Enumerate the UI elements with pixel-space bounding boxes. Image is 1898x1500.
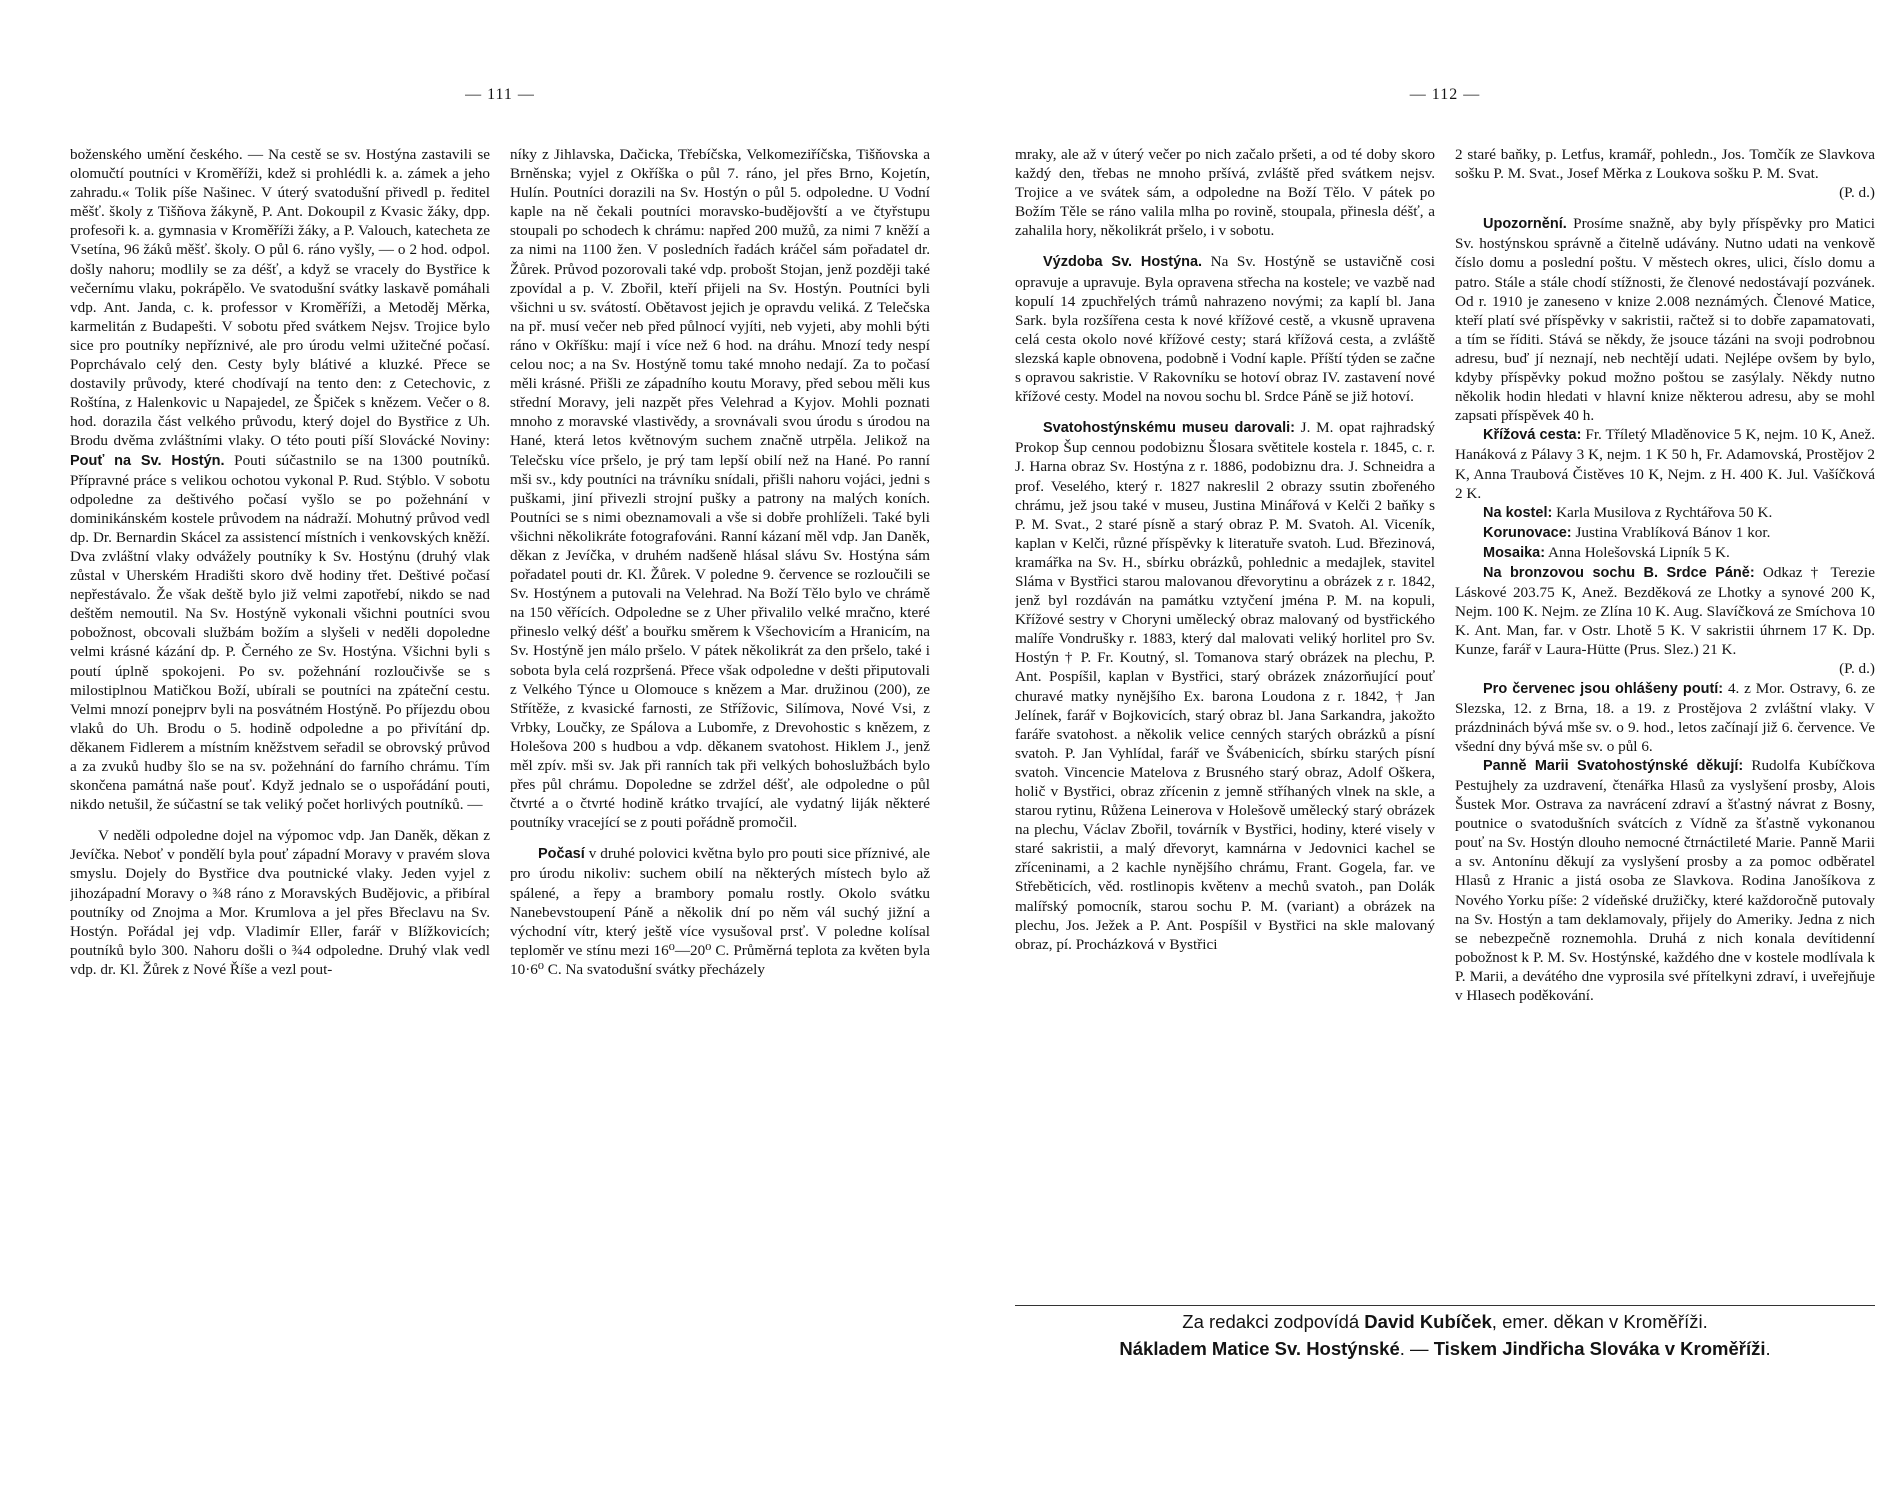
paragraph bbox=[510, 145, 930, 832]
paragraph-heading: Pouť na Sv. Hostýn. bbox=[70, 452, 225, 469]
right-page bbox=[1015, 0, 1875, 1500]
imprint-divider bbox=[1015, 1305, 1875, 1306]
paragraph-heading: Počasí bbox=[538, 846, 585, 863]
page-number: — 111 — bbox=[465, 86, 535, 103]
paragraph bbox=[1455, 523, 1875, 543]
paragraph-text: 4. z Mor. Ostravy, 6. ze Slezska, 12. z Brna, 18. a 19. z Prostějova 2 zvláštní vlaky. V prázdninách bývá mše sv. o 9. hod., letos začínají již 6. července. Ve všední dny bývá mše sv. o půl 6. bbox=[1455, 679, 1875, 755]
column-2 bbox=[1455, 145, 1875, 1295]
paragraph bbox=[1455, 679, 1875, 756]
editor-name: David Kubíček bbox=[1364, 1311, 1492, 1332]
publisher-name: Nákladem Matice Sv. Hostýnské bbox=[1119, 1338, 1400, 1359]
continuation-mark: (P. d.) bbox=[1839, 660, 1875, 678]
imprint-line bbox=[1015, 1308, 1875, 1335]
paragraph bbox=[1455, 503, 1875, 523]
paragraph-text: mraky, ale až v úterý večer po nich začalo pršeti, a od té doby skoro každý den, třebas ne mnoho pršívá, zvláště před svátkem nejsv. Trojice a ve svátek sám, a odpoledne na Boží Tělo. V pátek po Božím Těle se ráno valila mlha po rovině, stoupala, přinesla déšť, a zahalila hory, několikrát pršelo, i v sobotu. bbox=[1015, 146, 1435, 240]
column-1 bbox=[1015, 145, 1435, 1295]
imprint-text: , emer. děkan v Kroměříži. bbox=[1491, 1311, 1708, 1332]
paragraph-text: v druhé polovici května bylo pro pouti sice příznivé, ale pro úrodu nikoliv: suchem obilí na některých místech bylo až spálené, a řepy a brambory pomalu rostly. Okolo svátku Nanebevstoupení Páně a několik dní po něm vál suchý jižní a východní vítr, který ještě více vysušoval prsť. V poledne kolísal teploměr ve stínu mezi 16⁰—20⁰ C. Průměrná teplota za květen byla 10·6⁰ C. Na svatodušní svátky přecházely bbox=[510, 845, 930, 978]
imprint-text: Za redakci zodpovídá bbox=[1182, 1311, 1365, 1332]
paragraph-text: Prosíme snažně, aby byly příspěvky pro Matici Sv. hostýnskou správně a čitelně udávány. Nutno udati na venkově číslo domu a poslední poštu. V městech okres, ulici, číslo domu a patro. Stále a stále chodí stížnosti, že členové nedostávají pozvánek. Od r. 1910 je zaneseno v knize 2.008 neznámých. Členové Matice, kteří platí své příspěvky v sakristii, račtež si to dobře zapamatovati, a tím se říditi. Stává se někdy, že jsouce tázáni na svoji podrobnou adresu, buď jí neznají, neb nechtějí udati. Nejlépe ovšem by bylo, kdyby příspěvky pokud možno poštou se zasýlaly. Někdy nutno několik hodin hledati v hlavní knize některou adresu, aby se mohl zapsati příspěvek 40 h. bbox=[1455, 215, 1875, 425]
paragraph bbox=[70, 145, 490, 814]
paragraph-text: Pouti súčastnilo se na 1300 poutníků. Přípravné práce s velikou ochotou vykonal P. Rud. Stýblo. V sobotu odpoledne za deštivého počasí vyšlo se po požehnání v dominikánském kostele průvodem na nádraží. Mohutný průvod vedl dp. Dr. Bernardin Skácel za assistencí místních i venkovských kněží. Dva zvláštní vlaky odvážely poutníky k Sv. Hostýnu (druhý vlak zůstal v Uherském Hradišti skoro dvě hodiny třet. Deštivé počasí nepřestávalo. Že však deště bylo již velmi zapotřebí, nikdo se nad deštěm nemoutil. Na Sv. Hostýně vykonali všichni poutníci svou pobožnost, obcovali službám božím a slyšeli v neděli dopoledne velmi krásné kázání dp. P. Černého ze Sv. Hostýna. Všichni byli s poutí úplně spokojeni. Po sv. požehnání rozloučivše se s milostiplnou Matičkou Boží, ubírali se poutníci na zpáteční cestu. Velmi mnozí ponejprv byli na posvátném Hostýně. Po příjezdu obou vlaků do Uh. Brodu o 5. hodině odpoledne a po přivítání dp. děkanem Fidlerem a místním kněžstvem seřadil se obrovský průvod a za zvuků hudby šlo se na sv. požehnání do farního chrámu. Tím skončena památná naše pouť. Když jednalo se o uspořádání pouti, nikdo netušil, že súčastní se tak veliký počet horlivých poutníků. — bbox=[70, 451, 490, 814]
paragraph-text: boženského umění českého. — Na cestě se sv. Hostýna zastavili se olomučtí poutníci v Kroměříži, kdež si prohlédli k. a. zámek a jeho zahradu.« Tolik píše Našinec. V úterý svatodušní přivedl p. ředitel měšť. školy z Tišňova žákyně, P. Ant. Dokoupil z Kvasic žáky, dpp. profesoři k. a. gymnasia v Kroměříži žáky, a P. Valouch, katecheta ze Vsetína, 96 žáků měšť. školy. O půl 6. ráno vyšly, — o 2 hod. odpol. došly nahoru; modlily se za déšť, a když se vracely do Bystřice k večernímu vlaku, pokrápělo. Ve svatodušní svátky laskavě pomáhali vdp. Ant. Janda, c. k. professor v Kroměříži, a Metoděj Měrka, karmelitán z Budapešti. V sobotu před svátkem Nejsv. Trojice bylo sice pro poutníky nepříznivé, ale pro úrodu velmi užitečné počasí. Poprchávalo celý den. Cesty byly blátivé a kluzké. Přece se dostavily průvody, které chodívají na tento den: z Cetechovic, z Roštína, z Halenkovic u Napajedel, ze Špiček s knězem. Večer o 8. hod. dorazila část velkého průvodu, který dojel do Bystřice z Uh. Brodu dvěma zvláštními vlaky. O této pouti píší Slovácké Noviny: bbox=[70, 146, 490, 450]
column-2 bbox=[510, 145, 930, 1435]
paragraph-heading: Pro červenec jsou ohlášeny poutí: bbox=[1483, 680, 1724, 697]
paragraph-text: Karla Musilova z Rychtářova 50 K. bbox=[1552, 503, 1773, 521]
paragraph bbox=[1455, 425, 1875, 502]
paragraph-text: Na Sv. Hostýně se ustavičně cosi opravuje a upravuje. Byla opravena střecha na kostele; ve vazbě nad kopulí 14 zpuchřelých trámů nahrazeno novými; za kaplí bl. Jana Sark. byla rozšířena cesta k nové křížové cestě, a vkusně upravena celá cesta okolo nové křížové cesty; stará křížová cesta, a zvláště slezská kaple obnovena, podobně i Vodní kaple. Příští týden se začne s opravou sakristie. V Rakovníku se hotoví obraz IV. zastavení nové křížové cesty. Model na novou sochu bl. Srdce Páně se již hotoví. bbox=[1015, 253, 1435, 406]
paragraph-text: Rudolfa Kubíčkova Pestujhely za uzdravení, čtenářka Hlasů za vyslyšení prosby, Alois Šustek Mor. Ostrava za navrácení zdraví a šťastný návrat z Bosny, poutnice o svatodušních svátcích z Vídně za šťastně vykonanou pouť na Sv. Hostýn dlouho nemocné čtrnáctileté Marie. Panně Marii a sv. Antonínu děkují za vyslyšení prosby a za pomoc odběratel Hlasů z Hranic a jistá osoba ze Slavkova. Rodina Janošíkova z Nového Yorku píše: 2 vídeňské družičky, které každoročně putovaly na Sv. Hostýn a tam deklamovaly, přijely do Ameriky. Jedna z nich se nebezpečně roznemohla. Druhá z nich konala devítidenní pobožnost k P. M. Sv. Hostýnské, každého dne v kostele modlívala k P. Marii, a devátého dne vyprosila své přítelkyni zdraví, i uveřejňuje v Hlasech poděkování. bbox=[1455, 756, 1875, 1005]
paragraph-text: 2 staré baňky, p. Letfus, kramář, pohledn., Jos. Tomčík ze Slavkova sošku P. M. Svat., Josef Měrka z Loukova sošku P. M. Svat. bbox=[1455, 146, 1875, 183]
paragraph-heading: Křížová cesta: bbox=[1483, 427, 1582, 444]
column-1 bbox=[70, 145, 490, 1435]
imprint-text: . bbox=[1765, 1338, 1771, 1359]
paragraph bbox=[1455, 563, 1875, 679]
text-columns bbox=[70, 145, 930, 1435]
paragraph-heading: Na bronzovou sochu B. Srdce Páně: bbox=[1483, 564, 1755, 581]
continuation-mark: (P. d.) bbox=[1839, 184, 1875, 202]
paragraph-heading: Korunovace: bbox=[1483, 524, 1572, 541]
paragraph bbox=[70, 826, 490, 979]
paragraph-text: Fr. Tříletý Mladěnovice 5 K, nejm. 10 K, Anež. Hanáková z Pálavy 3 K, nejm. 1 K 50 h, Fr. Adamovská, Prostějov 2 K, Anna Traubová Čistěves 10 K, Nejm. z H. 400 K. Jul. Vašíčková 2 K. bbox=[1455, 426, 1875, 502]
paragraph bbox=[510, 844, 930, 979]
paragraph bbox=[1455, 756, 1875, 1005]
paragraph bbox=[1015, 418, 1435, 954]
paragraph bbox=[1455, 145, 1875, 202]
left-page bbox=[70, 0, 930, 1500]
printer-name: Tiskem Jindřicha Slováka v Kroměříži bbox=[1433, 1338, 1766, 1359]
paragraph-heading: Na kostel: bbox=[1483, 504, 1553, 521]
paragraph bbox=[1015, 145, 1435, 240]
imprint bbox=[1015, 1308, 1875, 1362]
paragraph-text: Odkaz † Terezie Láskové 203.75 K, Anež. Bezděková ze Lhotky a synové 200 K, Nejm. 100 K. Nejm. ze Zlína 10 K. Aug. Slavíčková ze Smíchova 10 K. Ant. Man, far. v Ostr. Lhotě 5 K. V sakristii úhrnem 17 K. Dp. Kunze, farář v Laura-Hütte (Prus. Slez.) 21 K. bbox=[1455, 563, 1875, 659]
paragraph-text: V neděli odpoledne dojel na výpomoc vdp. Jan Daněk, děkan z Jevíčka. Neboť v pondělí byla pouť západní Moravy v pravém slova smyslu. Dojely do Bystřice dva poutnické vlaky. Jeden vyjel z jihozápadní Moravy o ¾8 ráno z Moravských Budějovic, a přibíral poutníky od Znojma a Mor. Krumlova a jel přes Břeclavu na Sv. Hostýn. Pořádal jej vdp. Vladimír Eller, farář v Blížkovicích; poutníků bylo 300. Nahoru došli o ¾4 odpoledne. Druhý vlak vedl vdp. dr. Kl. Žůrek z Nové Říše a vezl pout- bbox=[70, 827, 490, 978]
paragraph-text: níky z Jihlavska, Dačicka, Třebíčska, Velkomeziříčska, Tišňovska a Brněnska; vyjel z Okříška o půl 7. ráno, jel přes Brno, Kojetín, Hulín. Poutníci dorazili na Sv. Hostýn o půl 5. odpoledne. U Vodní kaple na ně čekali poutníci moravsko-budějovští a ve čtyřstupu stoupali po schodech k chrámu: napřed 200 mužů, za nimi 7 kněží a za nimi na 1100 žen. V posledních řadách kráčel sám pořadatel dr. Žůrek. Průvod pozorovali také vdp. probošt Stojan, jenž později také zpovídal a p. V. Zbořil, kteří přijeli na Sv. Hostýn. Poutníci byli všichni u sv. svátostí. Obětavost jejich je opravdu veliká. Z Telečska na př. musí večer neb před půlnocí vyjíti, neb vyjeti, aby mohli býti ráno v Okříšku: mají i více než 6 hod. na dráhu. Mnozí tedy nespí celou noc; a na Sv. Hostýně tomu také mnoho nedají. Za to počasí měli krásné. Přišli ze západního koutu Moravy, před sebou měli kus střední Moravy, jeli nazpět přes Velehrad a Kyjov. Mohli poznati mnoho z moravské vlastivědy, a srovnávali svou úrodu s úrodou na Hané, která letos květnovým suchem značně utrpěla. Jelikož na Telečsku více pršelo, je prý tam lepší obilí než na Hané. Po ranní mši sv., kdy poutníci na trávníku snídali, přišli nahoru vojáci, jedni s puškami, jiní přivezli strojní pušky a patrony na malých koních. Poutníci se s nimi obeznamovali a vše si dobře prohlíželi. Také byli všichni několikráte fotografováni. Ranní kázaní měl vdp. Jan Daněk, děkan z Jevíčka, v druhém nadšeně hlásal slávu Sv. Hostýna sám pořadatel pouti dr. Kl. Žůrek. V poledne 9. července se rozloučili se Sv. Hostýnem a putovali na Velehrad. Na Boží Tělo bylo ve chrámě na 150 věřících. Odpoledne se z Uher přivalilo velké mračno, které přineslo velký déšť a bouřku směrem k Všechovicím a Hranicím, na Sv. Hostýně jen málo pršelo. V pátek několikrát za den pršelo, také i sobota byla celá rozpršená. Přece však odpoledne v dešti připutovali z Velkého Týnce u Olomouce s knězem a Mar. družinou (200), ze Střítěže, z kvasické farnosti, ze Střížovic, Silímova, Nové Vsi, z Vrbky, Loučky, ze Spálova a Lubomře, z Drevohostic s knězem, z Holešova 200 s hudbou a vdp. děkanem svatohost. Hiklem J., jenž měl zpív. mši sv. Jak při ranních tak při velkých bohoslužbách bylo přes půl chrámu. Dopoledne se zdržel déšť, ale odpoledne o půl čtvrté a o čtvrté hodině krátko trvající, ale vydatný liják některé poutníky vracející se z pouti pořádně promočil. bbox=[510, 146, 930, 832]
paragraph bbox=[1015, 252, 1435, 406]
paragraph bbox=[1455, 214, 1875, 425]
paragraph-text: Anna Holešovská Lipník 5 K. bbox=[1545, 543, 1730, 561]
paragraph-heading: Výzdoba Sv. Hostýna. bbox=[1043, 254, 1203, 271]
text-columns bbox=[1015, 145, 1875, 1295]
paragraph-heading: Panně Marii Svatohostýnské děkují: bbox=[1483, 757, 1744, 774]
page-number: — 112 — bbox=[1409, 86, 1481, 103]
paragraph-text: J. M. opat rajhradský Prokop Šup cennou podobiznu Šlosara světitele kostela r. 1845, c. r. J. Harna obraz Sv. Hostýna z r. 1886, podobiznu dra. J. Schneidra a prof. Veselého, který r. 1827 nakreslil 2 obrazy ssutin zbořeného chrámu, jež jsou také v museu, Justina Minářová v Kelči 2 baňky s P. M. Svat., 2 staré písně a starý obraz P. M. Svatoh. Al. Viceník, kaplan v Kelči, různé příspěvky k literatuře svatoh. Lud. Březinová, kramářka na Sv. H., sbírku obrázků, pohlednic a medajlek, stavitel Sláma v Bystřici starou malovanou dřevorytinu a obrázek z r. 1842, jenž byl rozdáván na památku vztyčení jména P. M. na kopuli, Křížové sestry v Choryni umělecký obraz malovaný od bystřického malíře Vondrušky r. 1883, který dal malovati veliký horlitel pro Sv. Hostýn † P. Fr. Koutný, sl. Tomanova starý obrázek na plechu, P. Ant. Pospíšil, kaplan v Bystřici, starý obrázek znázorňující pouť churavé matky nynějšího Ex. barona Loudona z r. 1842, † Jan Jelínek, farář v Bojkovicích, starý obraz bl. Jana Sarkandra, jakožto faráře svatohost. a několik velice cenných starých obrázků a písní svatoh. P. Jan Vyhlídal, farář ve Švábenicích, sbírku starých písní svatoh. Vincencie Matelova z Brusného starý obraz, Adolf Oškera, holič v Bystřici, obraz zřícenin z jemně stříhaných vlnek na skle, a starou rytinu, Růžena Leinerova v Holešově umělecký starý obrázek na plechu, Václav Zbořil, továrník v Bystřici, hodiny, které visely v staré sakristii, a malý dřevoryt, kamnárna v Jedovnici kachel se zříceninami, a 2 kachle nynějšího chrámu, Frant. Gogela, far. ve Střeběticích, věd. rostlinopis květenv a mechů svatoh., pan Dolák malířský pomocník, starou sochu P. M. (variant) a obrázek na plechu, Jos. Ježek a P. Ant. Pospíšil v Bystřici na skle malovaný obraz, pí. Procházková v Bystřici bbox=[1015, 419, 1435, 953]
paragraph bbox=[1455, 543, 1875, 563]
paragraph-heading: Mosaika: bbox=[1483, 544, 1546, 561]
imprint-text: . — bbox=[1399, 1338, 1434, 1359]
imprint-line bbox=[1015, 1335, 1875, 1362]
paragraph-text: Justina Vrablíková Bánov 1 kor. bbox=[1571, 523, 1771, 541]
paragraph-heading: Svatohostýnskému museu darovali: bbox=[1043, 420, 1295, 437]
paragraph-heading: Upozornění. bbox=[1483, 216, 1567, 233]
